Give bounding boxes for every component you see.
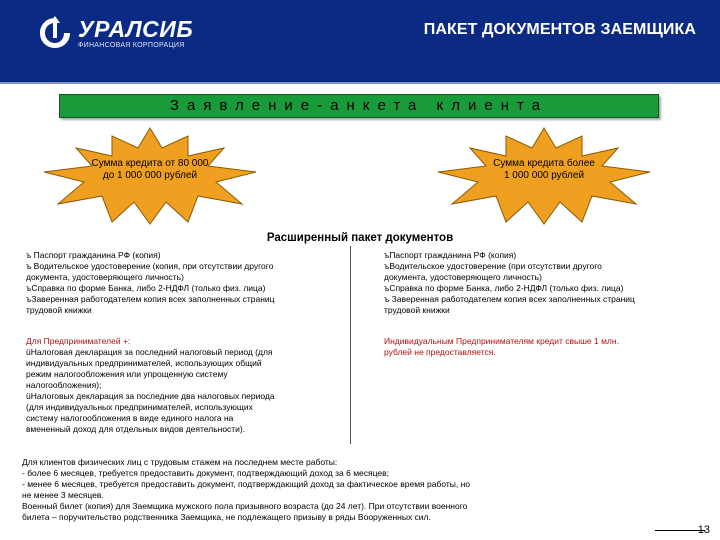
- note-line: - более 6 месяцев, требуется предоставить документ, подтверждающий доход за 6 месяцев;: [22, 468, 390, 478]
- entrepreneur-heading: Для Предпринимателей +:: [26, 336, 131, 346]
- header-divider: [0, 82, 720, 84]
- page-number: 13: [697, 524, 710, 536]
- note-line: билета – поручительство родственника Заемщика, не подлежащего призыву в ряды Вооруженных сил.: [22, 512, 431, 522]
- column-divider: [350, 246, 351, 444]
- list-item: ъ Заверенная работодателем копия всех заполненных страниц: [384, 294, 635, 304]
- list-item: документа, удостоверяющего личность): [26, 272, 184, 282]
- list-item: üНалоговых декларация за последние два налоговых периода: [26, 391, 275, 401]
- list-item: документа, удостоверяющего личность): [384, 272, 542, 282]
- list-item: систему налогообложения в виде единого налога на: [26, 413, 234, 423]
- note-line: не менее 3 месяцев.: [22, 490, 104, 500]
- section-title: Расширенный пакет документов: [266, 232, 454, 244]
- list-item: ъ Водительское удостоверение (копия, при отсутствии другого: [26, 261, 274, 271]
- application-form-label: Заявление-анкета клиента: [169, 97, 549, 114]
- list-item: ъПаспорт гражданина РФ (копия): [384, 250, 517, 260]
- page-title: ПАКЕТ ДОКУМЕНТОВ ЗАЕМЩИКА: [423, 21, 696, 38]
- logo-name: УРАЛСИБ: [78, 15, 194, 42]
- left-column-entrepreneurs: [26, 336, 342, 435]
- right-burst-label: Сумма кредита более 1 000 000 рублей: [493, 158, 595, 181]
- note-line: Для клиентов физических лиц с трудовым стажем на последнем месте работы:: [22, 457, 338, 467]
- list-item: режим налогообложения или упрощенную систему: [26, 369, 228, 379]
- list-item: ъСправка по форме Банка, либо 2-НДФЛ (только физ. лица): [26, 283, 266, 293]
- right-column-documents: [384, 250, 704, 316]
- list-item: ъСправка по форме Банка, либо 2-НДФЛ (только физ. лица): [384, 283, 624, 293]
- list-item: вмененный доход для отдельных видов деятельности).: [26, 424, 246, 434]
- list-item: налогообложения);: [26, 380, 102, 390]
- bottom-note: [22, 457, 582, 523]
- list-item: ъ Паспорт гражданина РФ (копия): [26, 250, 161, 260]
- left-burst-label: Сумма кредита от 80 000 до 1 000 000 рублей: [91, 158, 209, 181]
- note-line: Военный билет (копия) для Заемщика мужского пола призывного возраста (до 24 лет). При отсутствии военного: [22, 501, 468, 511]
- application-form-bar: [59, 94, 659, 118]
- logo-emblem-icon: [38, 16, 72, 50]
- list-item: трудовой книжки: [26, 305, 92, 315]
- right-column-entrepreneur-note: Индивидуальным Предпринимателям кредит свыше 1 млн. рублей не предоставляется.: [384, 336, 619, 357]
- list-item: üНалоговая декларация за последний налоговый период (для: [26, 347, 273, 357]
- logo-subtitle: ФИНАНСОВАЯ КОРПОРАЦИЯ: [78, 41, 185, 49]
- list-item: ъЗаверенная работодателем копия всех заполненных страниц: [26, 294, 275, 304]
- left-column-documents: [26, 250, 342, 316]
- note-line: - менее 6 месяцев, требуется предоставить документ, подтверждающий доход за фактическое время работы, но: [22, 479, 471, 489]
- logo: [38, 16, 193, 50]
- header-bar: [0, 0, 720, 82]
- list-item: индивидуальных предпринимателей, использующих общий: [26, 358, 262, 368]
- list-item: (для индивидуальных предпринимателей, использующих: [26, 402, 253, 412]
- list-item: ъВодительское удостоверение (при отсутствии другого: [384, 261, 602, 271]
- list-item: трудовой книжки: [384, 305, 450, 315]
